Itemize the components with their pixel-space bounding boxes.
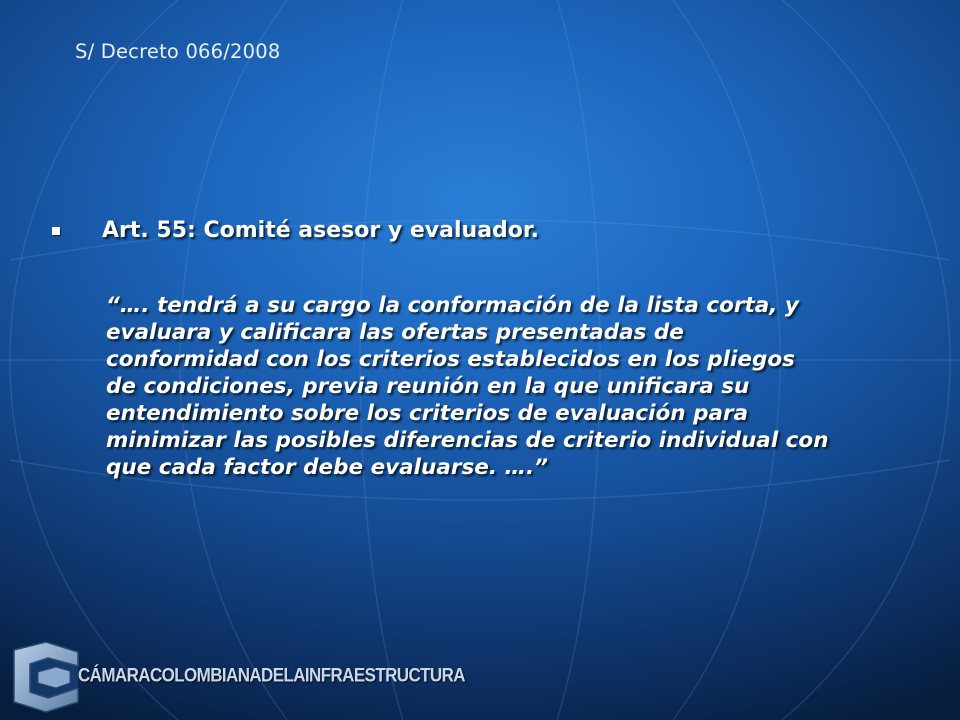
quote-line: conformidad con los criterios establecidos en los pliegos: [106, 347, 795, 372]
logo-text: CÁMARACOLOMBIANADELAINFRAESTRUCTURA: [78, 664, 465, 686]
bullet-heading: Art. 55: Comité asesor y evaluador.: [102, 218, 539, 243]
quote-line: minimizar las posibles diferencias de criterio individual con: [106, 428, 829, 453]
cci-logo-icon: [8, 636, 84, 716]
organization-logo: [8, 636, 465, 720]
quote-line: que cada factor debe evaluarse. ….”: [106, 455, 549, 480]
bullet-square-icon: [52, 227, 60, 235]
quote-paragraph: [106, 292, 916, 481]
quote-line: de condiciones, previa reunión en la que unificara su: [106, 374, 750, 399]
quote-line: “…. tendrá a su cargo la conformación de la lista corta, y: [106, 293, 799, 318]
bullet-item: [52, 218, 539, 243]
quote-line: evaluara y calificara las ofertas presentadas de: [106, 320, 684, 345]
slide-subtitle: S/ Decreto 066/2008: [75, 40, 281, 63]
quote-line: entendimiento sobre los criterios de evaluación para: [106, 401, 749, 426]
